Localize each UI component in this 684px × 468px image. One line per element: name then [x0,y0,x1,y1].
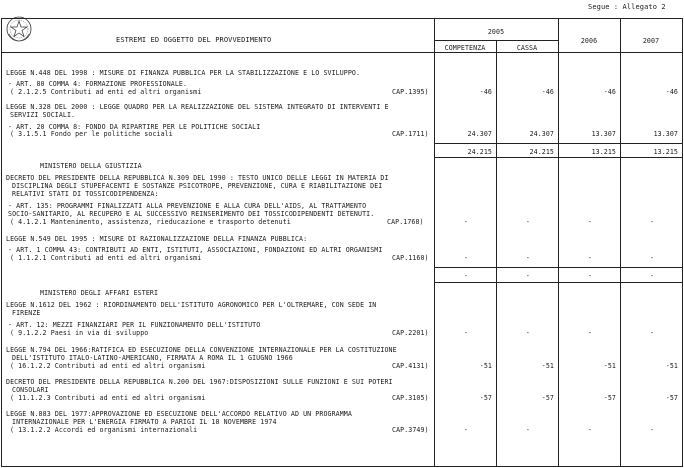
chapter-description: ( 16.1.2.2 Contributi ad enti ed altri organismi [10,362,206,370]
subtotal-cell: - [649,272,654,280]
value-cell: - [525,218,530,226]
law-heading: LEGGE N.549 DEL 1995 : MISURE DI RAZIONALIZZAZIONE DELLA FINANZA PUBBLICA: [6,235,308,243]
header-bottom-border [1,52,683,53]
header-cassa: CASSA [516,44,538,52]
law-heading-continued: DELL'ISTITUTO ITALO-LATINO-AMERICANO, FIRMATA A ROMA IL 1 GIUGNO 1966 [12,354,293,362]
subtotal-cell: - [525,272,530,280]
chapter-description: ( 2.1.2.5 Contributi ad enti ed altri organismi [10,88,202,96]
value-cell: -57 [603,394,616,402]
table-bottom-border [1,466,683,467]
law-heading-continued: FIRENZE [12,309,41,317]
law-heading-continued: SERVIZI SOCIALI. [10,111,76,119]
table-right-border [682,18,683,467]
page-reference: Segue : Allegato 2 [588,3,666,11]
chapter-number: CAP.4131) [392,362,429,370]
value-cell: -46 [479,88,492,96]
chapter-description: ( 11.1.2.3 Contributi ad enti ed altri organismi [10,394,206,402]
chapter-number: CAP.1160) [392,254,429,262]
subtotal-cell: 24.215 [467,148,492,156]
value-cell: - [649,218,654,226]
value-cell: -46 [665,88,678,96]
value-cell: - [587,218,592,226]
subtotal-cell: 13.215 [591,148,616,156]
value-cell: - [463,426,468,434]
subtotal-cell: - [587,272,592,280]
law-heading-continued: DISCIPLINA DEGLI STUPEFACENTI E SOSTANZE PSICOTROPE, PREVENZIONE, CURA E RIABILITAZIONE DEI [12,182,383,190]
chapter-description: ( 13.1.2.2 Accordi ed organismi internazionali [10,426,198,434]
law-heading: LEGGE N.448 DEL 1998 : MISURE DI FINANZA PUBBLICA PER LA STABILIZZAZIONE E LO SVILUPPO. [6,69,361,77]
law-heading: DECRETO DEL PRESIDENTE DELLA REPUBBLICA N.200 DEL 1967:DISPOSIZIONI SULLE FUNZIONI E SUI POTERI [6,378,393,386]
table-left-border [1,18,2,467]
chapter-number: CAP.2201) [392,329,429,337]
law-heading: LEGGE N.1612 DEL 1962 : RIORDINAMENTO DELL'ISTITUTO AGRONOMICO PER L'OLTREMARE, CON SEDE IN [6,301,377,309]
law-heading-continued: CONSOLARI [12,386,49,394]
value-cell: 24.307 [467,130,492,138]
chapter-number: CAP.3749) [392,426,429,434]
chapter-number: CAP.1711) [392,130,429,138]
article-line: - ART. 80 COMMA 4: FORMAZIONE PROFESSIONALE. [8,80,188,88]
subtotal-cell: 24.215 [529,148,554,156]
chapter-description: ( 3.1.5.1 Fondo per le politiche sociali [10,130,173,138]
chapter-number: CAP.3105) [392,394,429,402]
table-top-border [1,18,683,19]
header-title: ESTREMI ED OGGETTO DEL PROVVEDIMENTO [116,36,272,44]
value-cell: -57 [479,394,492,402]
ministry-heading: MINISTERO DEGLI AFFARI ESTERI [40,289,159,297]
value-cell: - [463,218,468,226]
value-cell: -51 [479,362,492,370]
law-heading: LEGGE N.328 DEL 2000 : LEGGE QUADRO PER LA REALIZZAZIONE DEL SISTEMA INTEGRATO DI INTERVENTI E [6,103,389,111]
law-heading-continued: RELATIVI STATI DI TOSSICODIPENDENZA: [12,190,159,198]
article-line: - ART. 135: PROGRAMMI FINALIZZATI ALLA PREVENZIONE E ALLA CURA DELL'AIDS, AL TRATTAMENTO [8,202,367,210]
article-line-continued: SOCIO-SANITARIO, AL RECUPERO E AL SUCCESSIVO REINSERIMENTO DEI TOSSICODIPENDENTI DETENUTI. [8,210,375,218]
value-cell: - [525,329,530,337]
chapter-description: ( 4.1.2.1 Mantenimento, assistenza, rieducazione e trasporto detenuti [10,218,291,226]
law-heading: DECRETO DEL PRESIDENTE DELLA REPUBBLICA N.309 DEL 1990 : TESTO UNICO DELLE LEGGI IN MATERIA DI [6,174,389,182]
value-cell: -51 [665,362,678,370]
value-cell: -46 [603,88,616,96]
article-line: - ART. 1 COMMA 43: CONTRIBUTI AD ENTI, ISTITUTI, ASSOCIAZIONI, FONDAZIONI ED ALTRI ORGANISMI [8,246,383,254]
value-cell: 13.307 [591,130,616,138]
value-cell: - [587,254,592,262]
subtotal-top-rule [434,143,683,144]
value-cell: -57 [541,394,554,402]
value-cell: -57 [665,394,678,402]
header-year-2005: 2005 [487,28,505,36]
article-line: - ART. 12: MEZZI FINANZIARI PER IL FUNZIONAMENTO DELL'ISTITUTO [8,321,261,329]
ministry-heading: MINISTERO DELLA GIUSTIZIA [40,162,142,170]
chapter-number: CAP.1768) [387,218,424,226]
value-cell: 24.307 [529,130,554,138]
law-heading-continued: INTERNAZIONALE PER L'ENERGIA FIRMATO A PARIGI IL 18 NOVEMBRE 1974 [12,418,277,426]
value-cell: - [463,329,468,337]
value-cell: - [525,254,530,262]
value-cell: 13.307 [653,130,678,138]
column-divider-desc [434,18,435,467]
chapter-description: ( 1.1.2.1 Contributi ad enti ed altri organismi [10,254,202,262]
subtotal-cell: 13.215 [653,148,678,156]
column-divider-cassa [558,18,559,467]
header-competenza: COMPETENZA [444,44,486,52]
chapter-description: ( 9.1.2.2 Paesi in via di sviluppo [10,329,149,337]
subtotal-cell: - [463,272,468,280]
article-line: - ART. 20 COMMA 8: FONDO DA RIPARTIRE PER LE POLITICHE SOCIALI [8,123,261,131]
column-divider-2006 [620,18,621,467]
chapter-number: CAP.1395) [392,88,429,96]
value-cell: -51 [541,362,554,370]
header-year-2006: 2006 [580,37,598,45]
value-cell: - [649,329,654,337]
header-year-2007: 2007 [642,37,660,45]
law-heading: LEGGE N.883 DEL 1977:APPROVAZIONE ED ESECUZIONE DELL'ACCORDO RELATIVO AD UN PROGRAMMA [6,410,352,418]
value-cell: - [649,254,654,262]
subtotal-bottom-rule [434,157,683,158]
value-cell: -46 [541,88,554,96]
value-cell: - [463,254,468,262]
subtotal-top-rule [434,267,683,268]
value-cell: - [525,426,530,434]
value-cell: -51 [603,362,616,370]
value-cell: - [587,329,592,337]
subtotal-bottom-rule [434,282,683,283]
law-heading: LEGGE N.794 DEL 1966:RATIFICA ED ESECUZIONE DELLA CONVENZIONE INTERNAZIONALE PER LA COSTITUZIONE [6,346,397,354]
value-cell: - [649,426,654,434]
value-cell: - [587,426,592,434]
column-divider-competenza [496,40,497,467]
